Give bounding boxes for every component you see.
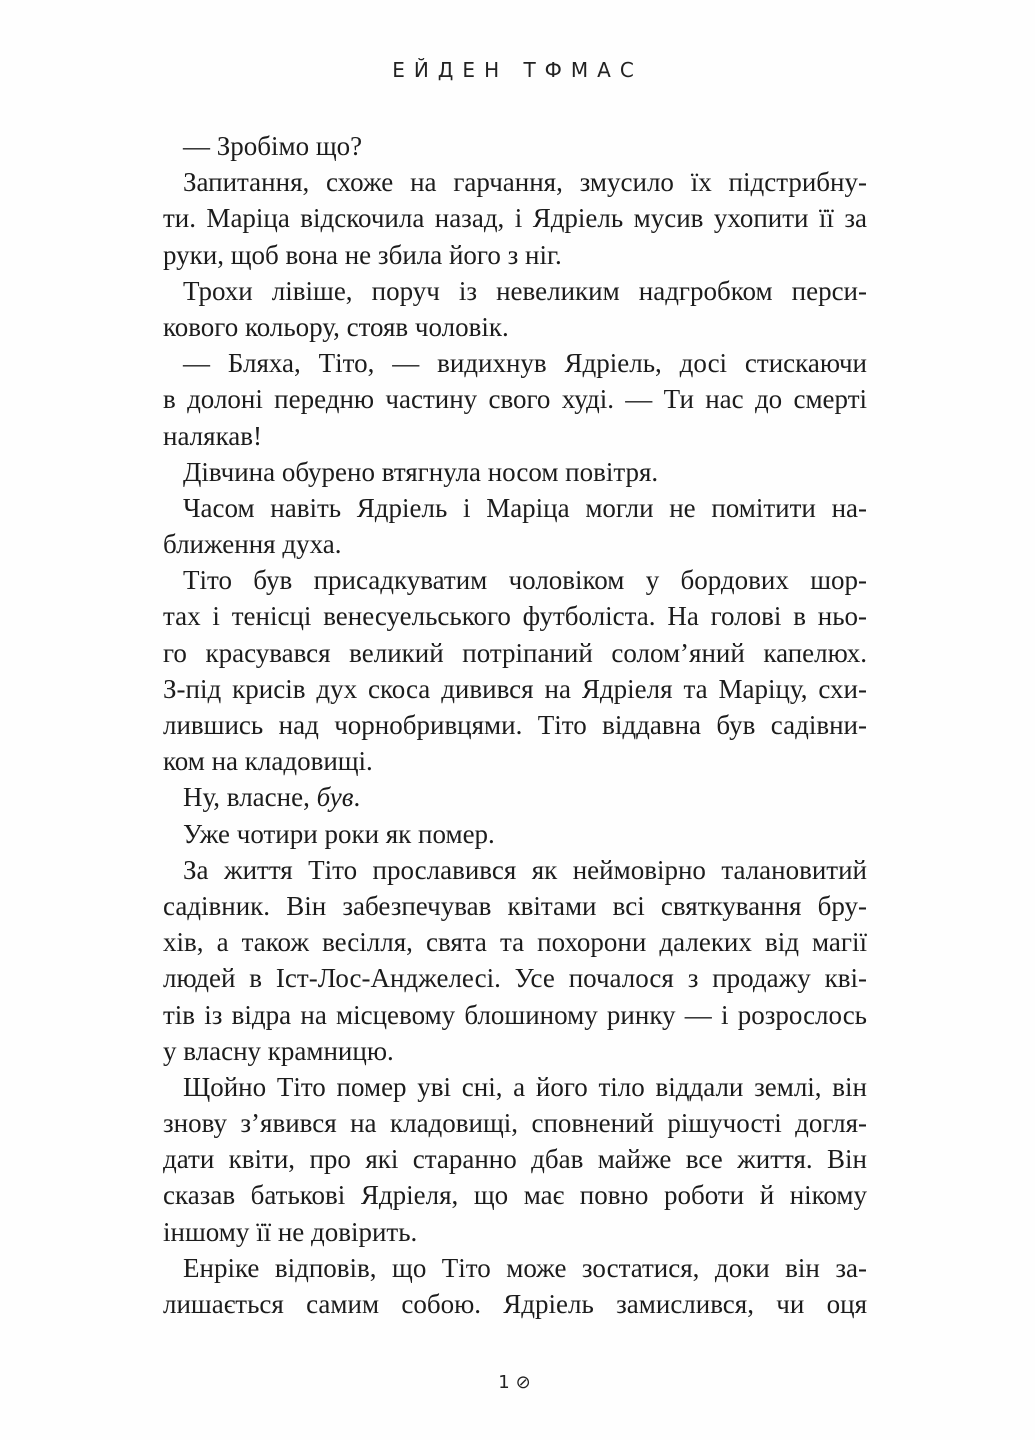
text-line: садівник. Він забезпечував квітами всі святкування бру- (163, 890, 867, 921)
text-line: людей в Іст-Лос-Анджелесі. Усе почалося з продажу кві- (163, 963, 867, 994)
text-line: тів із відра на місцевому блошиному ринку — і розрослось (163, 999, 867, 1030)
text-line: ком на кладовищі. (163, 746, 373, 777)
text-line: ближення духа. (163, 529, 342, 560)
text-line: налякав! (163, 420, 262, 451)
text-line: Уже чотири роки як помер. (183, 818, 495, 849)
text-line: лившись над чорнобривцями. Тіто віддавна був садівни- (163, 710, 867, 740)
text-segment: . (353, 782, 361, 813)
text-line: в долоні передню частину свого худі. — Ти нас до смерті (163, 384, 867, 415)
text-line: З-під крисів дух скоса дивився на Ядріеля та Маріцу, схи- (163, 673, 867, 704)
page-number: 1⊘ (498, 1372, 537, 1393)
emphasis-text: був (316, 782, 354, 813)
text-line: го красувався великий потріпаний солом’яний капелюх. (163, 637, 867, 668)
text-line: сказав батькові Ядріеля, що має повно роботи й нікому (163, 1180, 867, 1211)
text-line: За життя Тіто прославився як неймовірно талановитий (183, 854, 867, 885)
text-line: лишається самим собою. Ядріель замислився, чи оця (163, 1289, 867, 1319)
text-line: руки, щоб вона не збила його з ніг. (163, 239, 562, 270)
text-line: — Бляха, Тіто, — видихнув Ядріель, досі стискаючи (183, 348, 867, 379)
text-line: Часом навіть Ядріель і Маріца могли не помітити на- (183, 492, 867, 523)
text-line: — Зробімо що? (183, 131, 363, 161)
text-line: знову з’явився на кладовищі, сповнений рішучості догля- (163, 1108, 867, 1139)
text-line: тах і тенісці венесуельського футболіста. На голові в ньо- (163, 601, 867, 632)
text-line: Дівчина обурено втягнула носом повітря. (183, 456, 659, 487)
text-line: дати квіти, про які старанно дбав майже все життя. Він (163, 1144, 867, 1175)
text-line: Запитання, схоже на гарчання, змусило їх підстрибну- (183, 167, 867, 198)
text-segment: Ну, власне, (183, 782, 317, 813)
text-line: Щойно Тіто помер уві сні, а його тіло віддали землі, він (183, 1071, 867, 1102)
running-head-author: ЕЙДЕН ТФМАС (392, 58, 643, 82)
text-line: у власну крамницю. (163, 1035, 394, 1066)
body-text (163, 128, 867, 1322)
text-line: іншому її не довірить. (163, 1216, 418, 1247)
text-line: Тіто був присадкуватим чоловіком у бордових шор- (183, 565, 867, 596)
text-line: хів, а також весілля, свята та похорони далеких від магії (163, 927, 867, 958)
text-line: кового кольору, стояв чоловік. (163, 311, 509, 342)
text-line: Енріке відповів, що Тіто може зостатися, доки він за- (183, 1252, 867, 1283)
text-line-with-emphasis (163, 779, 867, 815)
text-line: Трохи лівіше, поруч із невеликим надгробком перси- (183, 275, 867, 306)
text-line: ти. Маріца відскочила назад, і Ядріель мусив ухопити її за (163, 203, 867, 234)
